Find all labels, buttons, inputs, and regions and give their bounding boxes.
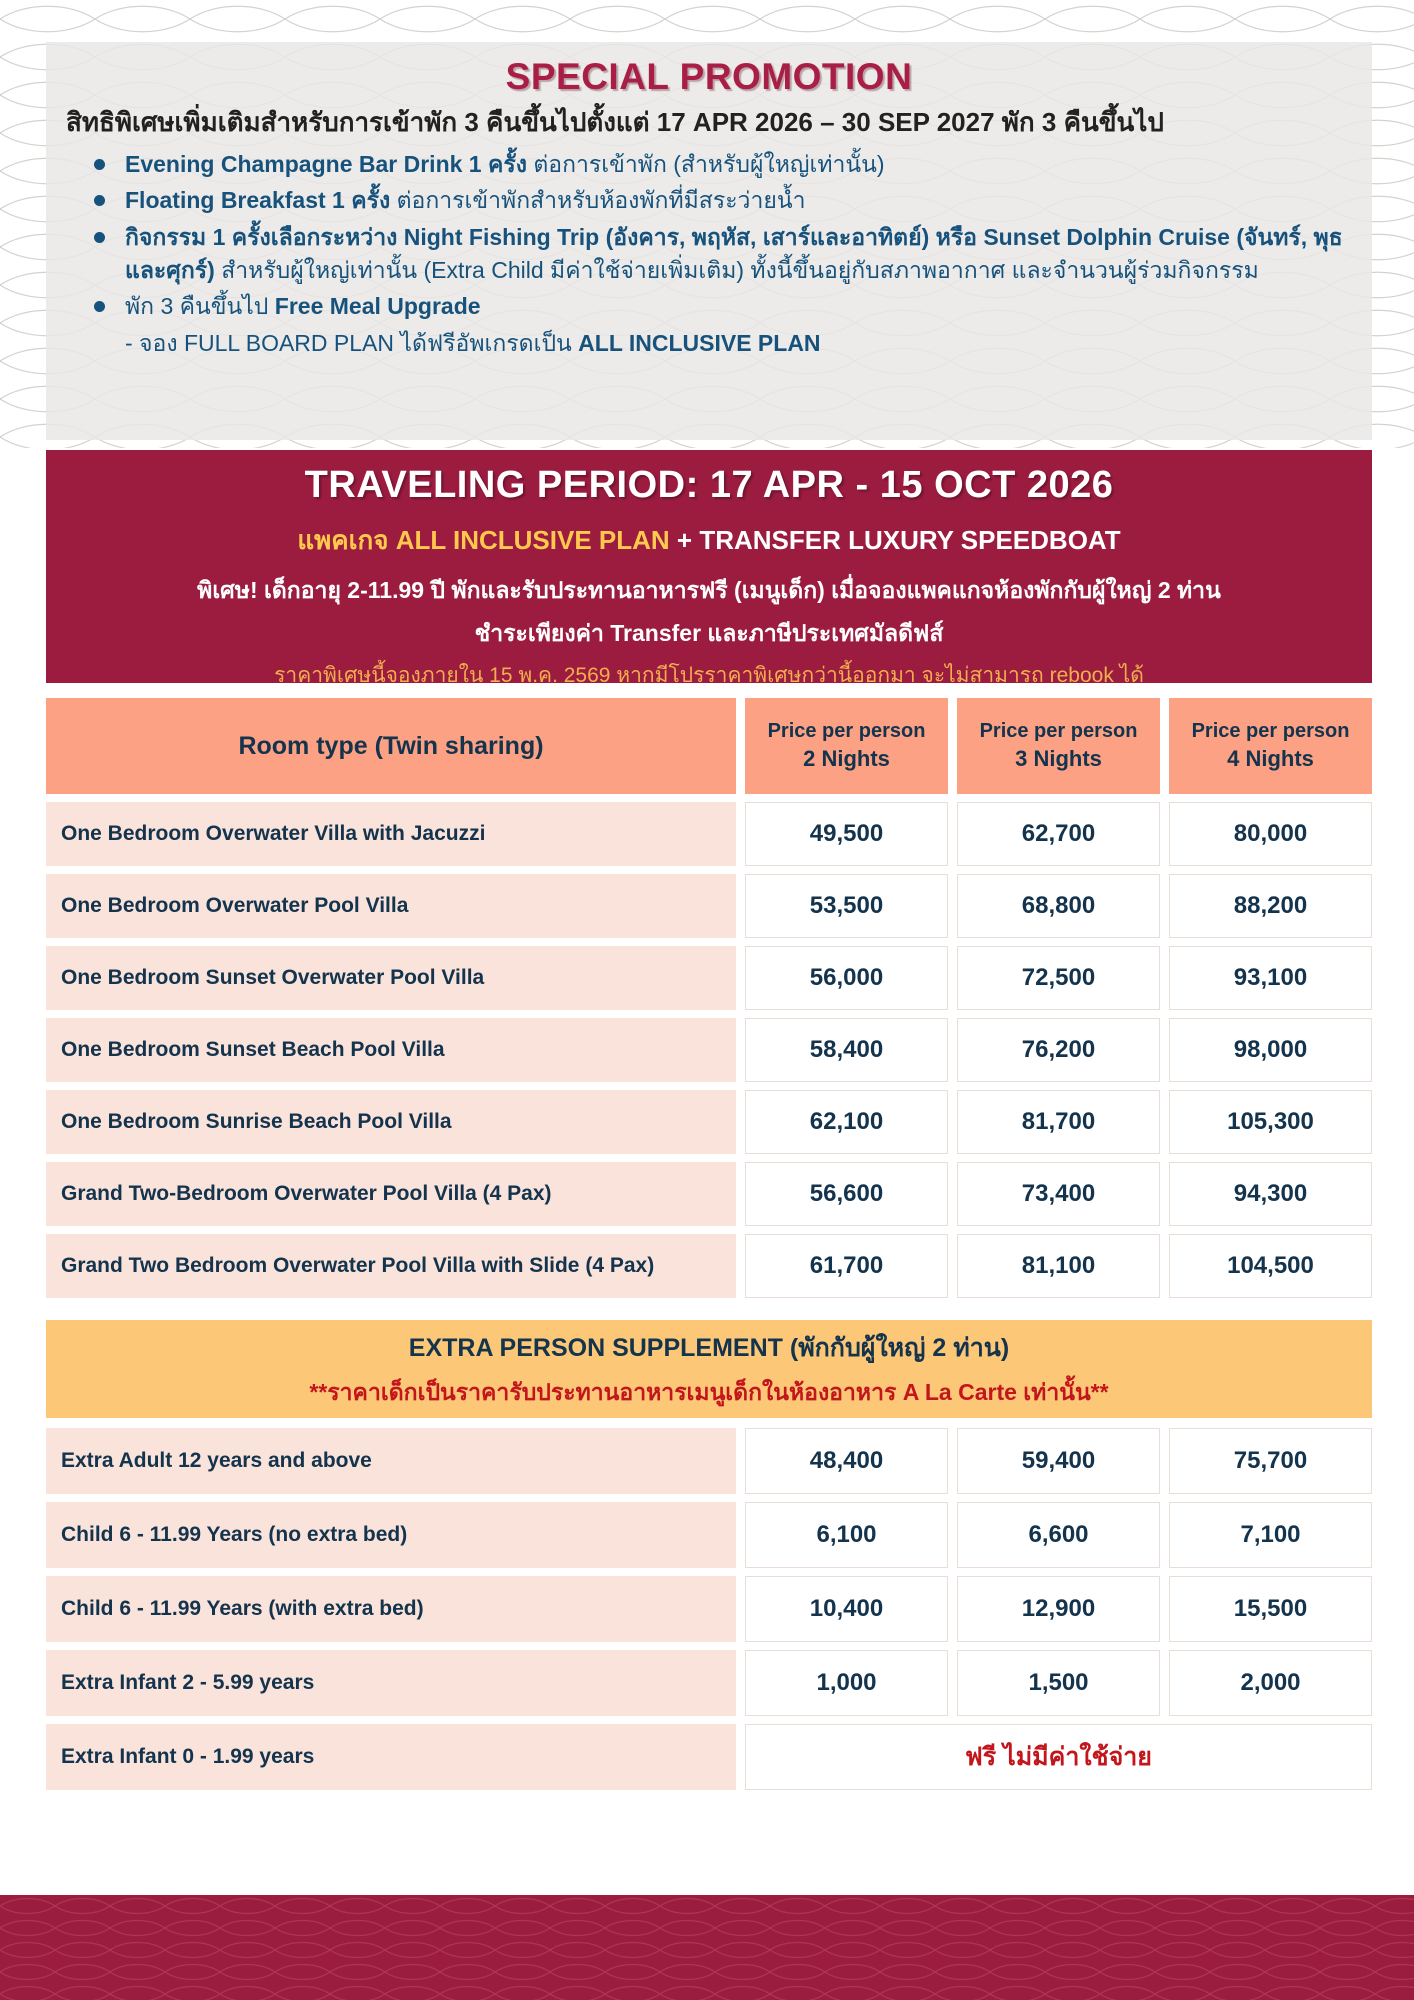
- price-cell-3n: 73,400: [957, 1162, 1160, 1226]
- benefit-text-bold: Evening Champagne Bar Drink 1 ครั้ง: [125, 150, 527, 177]
- price-cell-4n: 94,300: [1169, 1162, 1372, 1226]
- benefit-text: [125, 290, 1352, 323]
- room-name-cell: One Bedroom Sunrise Beach Pool Villa: [46, 1090, 736, 1154]
- room-name-cell: One Bedroom Overwater Pool Villa: [46, 874, 736, 938]
- page-title: SPECIAL PROMOTION: [505, 56, 913, 97]
- price-cell-4n: 88,200: [1169, 874, 1372, 938]
- upgrade-note-bold: ALL INCLUSIVE PLAN: [578, 330, 821, 357]
- room-price-table: [46, 698, 1372, 1298]
- room-name-cell: Grand Two-Bedroom Overwater Pool Villa (4 Pax): [46, 1162, 736, 1226]
- benefit-text-bold: Floating Breakfast 1 ครั้ง: [125, 187, 391, 214]
- price-cell-2n: 56,600: [745, 1162, 948, 1226]
- extra-name-cell: Child 6 - 11.99 Years (no extra bed): [46, 1502, 736, 1568]
- extra-name-cell: Extra Infant 0 - 1.99 years: [46, 1724, 736, 1790]
- price-header-2-nights: [745, 698, 948, 794]
- price-cell-2n: 49,500: [745, 802, 948, 866]
- price-cell-2n: 56,000: [745, 946, 948, 1010]
- price-cell-4n: 105,300: [1169, 1090, 1372, 1154]
- child-free-line: พิเศษ! เด็กอายุ 2-11.99 ปี พักและรับประทานอาหารฟรี (เมนูเด็ก) เมื่อจองแพคแกจห้องพักกับผู้ใหญ่ 2 ท่าน: [197, 577, 1221, 603]
- benefit-text: [125, 148, 1352, 181]
- price-cell-2n: 10,400: [745, 1576, 948, 1642]
- price-cell-3n: 81,700: [957, 1090, 1160, 1154]
- bullet-dot-icon: [94, 159, 105, 170]
- package-highlight: แพคเกจ ALL INCLUSIVE PLAN: [297, 525, 670, 555]
- price-cell-2n: 58,400: [745, 1018, 948, 1082]
- benefit-item: [94, 184, 1352, 217]
- benefit-item: [94, 221, 1352, 286]
- price-per-person-label: Price per person: [979, 720, 1138, 742]
- price-cell-4n: 2,000: [1169, 1650, 1372, 1716]
- benefit-text-rest: สำหรับผู้ใหญ่เท่านั้น (Extra Child มีค่าใช้จ่ายเพิ่มเติม) ทั้งนี้ขึ้นอยู่กับสภาพอากาศ และจำนวนผู้ร่วมกิจกรรม: [214, 256, 1259, 283]
- benefit-text: [125, 221, 1352, 286]
- price-cell-2n: 48,400: [745, 1428, 948, 1494]
- extra-name-cell: Extra Adult 12 years and above: [46, 1428, 736, 1494]
- transfer-tax-line: ชำระเพียงค่า Transfer และภาษีประเทศมัลดีฟส์: [474, 620, 944, 646]
- rebook-note: ราคาพิเศษนี้จองภายใน 15 พ.ค. 2569 หากมีโปรราคาพิเศษกว่านี้ออกมา จะไม่สามารถ rebook ได้: [274, 664, 1144, 687]
- room-name-cell: One Bedroom Sunset Overwater Pool Villa: [46, 946, 736, 1010]
- upgrade-note-pre: - จอง FULL BOARD PLAN ได้ฟรีอัพเกรดเป็น: [125, 330, 579, 357]
- room-name-cell: One Bedroom Sunset Beach Pool Villa: [46, 1018, 736, 1082]
- price-cell-3n: 68,800: [957, 874, 1160, 938]
- benefit-item: [94, 148, 1352, 181]
- price-cell-3n: 76,200: [957, 1018, 1160, 1082]
- price-cell-3n: 1,500: [957, 1650, 1160, 1716]
- benefit-list: [66, 148, 1352, 359]
- price-cell-3n: 81,100: [957, 1234, 1160, 1298]
- price-cell-4n: 93,100: [1169, 946, 1372, 1010]
- price-cell-2n: 6,100: [745, 1502, 948, 1568]
- price-cell-4n: 15,500: [1169, 1576, 1372, 1642]
- supplement-title: EXTRA PERSON SUPPLEMENT (พักกับผู้ใหญ่ 2 ท่าน): [408, 1333, 1010, 1362]
- price-cell-3n: 12,900: [957, 1576, 1160, 1642]
- benefit-item: [94, 290, 1352, 323]
- nights-label: 3 Nights: [1015, 746, 1102, 771]
- bullet-dot-icon: [94, 301, 105, 312]
- traveling-period-banner: [46, 450, 1372, 687]
- room-name-cell: One Bedroom Overwater Villa with Jacuzzi: [46, 802, 736, 866]
- price-cell-4n: 104,500: [1169, 1234, 1372, 1298]
- price-cell-3n: 59,400: [957, 1428, 1160, 1494]
- price-cell-3n: 6,600: [957, 1502, 1160, 1568]
- room-name-cell: Grand Two Bedroom Overwater Pool Villa with Slide (4 Pax): [46, 1234, 736, 1298]
- price-cell-4n: 98,000: [1169, 1018, 1372, 1082]
- price-cell-3n: 72,500: [957, 946, 1160, 1010]
- footer-band: [0, 1895, 1414, 2000]
- traveling-period-title: TRAVELING PERIOD: 17 APR - 15 OCT 2026: [304, 464, 1114, 506]
- special-promotion-panel: [46, 42, 1372, 440]
- price-cell-4n: 7,100: [1169, 1502, 1372, 1568]
- extra-person-supplement-banner: [46, 1320, 1372, 1418]
- price-header-4-nights: [1169, 698, 1372, 794]
- full-board-upgrade-note: [125, 327, 1352, 359]
- package-rest: + TRANSFER LUXURY SPEEDBOAT: [669, 525, 1121, 555]
- wave-pattern-footer: [0, 1895, 1414, 2000]
- nights-label: 2 Nights: [803, 746, 890, 771]
- bullet-dot-icon: [94, 232, 105, 243]
- free-of-charge-cell: ฟรี ไม่มีค่าใช้จ่าย: [745, 1724, 1372, 1790]
- price-cell-3n: 62,700: [957, 802, 1160, 866]
- room-type-header: Room type (Twin sharing): [46, 698, 736, 794]
- price-per-person-label: Price per person: [767, 720, 926, 742]
- price-cell-4n: 75,700: [1169, 1428, 1372, 1494]
- extra-name-cell: Child 6 - 11.99 Years (with extra bed): [46, 1576, 736, 1642]
- price-cell-4n: 80,000: [1169, 802, 1372, 866]
- nights-label: 4 Nights: [1227, 746, 1314, 771]
- benefit-text-bold: กิจกรรม 1 ครั้งเลือกระหว่าง Night Fishing Trip (อังคาร, พฤหัส, เสาร์และอาทิตย์) หรือ Sunset Dolphin Cruise (จันทร์, พุธและศุกร์): [125, 224, 1343, 283]
- price-header-3-nights: [957, 698, 1160, 794]
- benefit-text: [125, 184, 1352, 217]
- price-cell-2n: 62,100: [745, 1090, 948, 1154]
- supplement-child-note: **ราคาเด็กเป็นราคารับประทานอาหารเมนูเด็กในห้องอาหาร A La Carte เท่านั้น**: [309, 1378, 1109, 1405]
- package-line: [46, 520, 1372, 561]
- benefit-text-pre: พัก 3 คืนขึ้นไป: [125, 293, 275, 320]
- price-cell-2n: 61,700: [745, 1234, 948, 1298]
- benefit-text-rest: ต่อการเข้าพักสำหรับห้องพักที่มีสระว่ายน้ำ: [390, 187, 806, 214]
- price-cell-2n: 53,500: [745, 874, 948, 938]
- price-per-person-label: Price per person: [1191, 720, 1350, 742]
- extra-person-price-table: [46, 1428, 1372, 1790]
- price-cell-2n: 1,000: [745, 1650, 948, 1716]
- extra-name-cell: Extra Infant 2 - 5.99 years: [46, 1650, 736, 1716]
- benefit-text-bold: Free Meal Upgrade: [274, 293, 481, 320]
- promo-subtitle: สิทธิพิเศษเพิ่มเติมสำหรับการเข้าพัก 3 คืนขึ้นไปตั้งแต่ 17 APR 2026 – 30 SEP 2027 พัก 3 คืนขึ้นไป: [66, 107, 1164, 137]
- benefit-text-rest: ต่อการเข้าพัก (สำหรับผู้ใหญ่เท่านั้น): [526, 150, 885, 177]
- bullet-dot-icon: [94, 195, 105, 206]
